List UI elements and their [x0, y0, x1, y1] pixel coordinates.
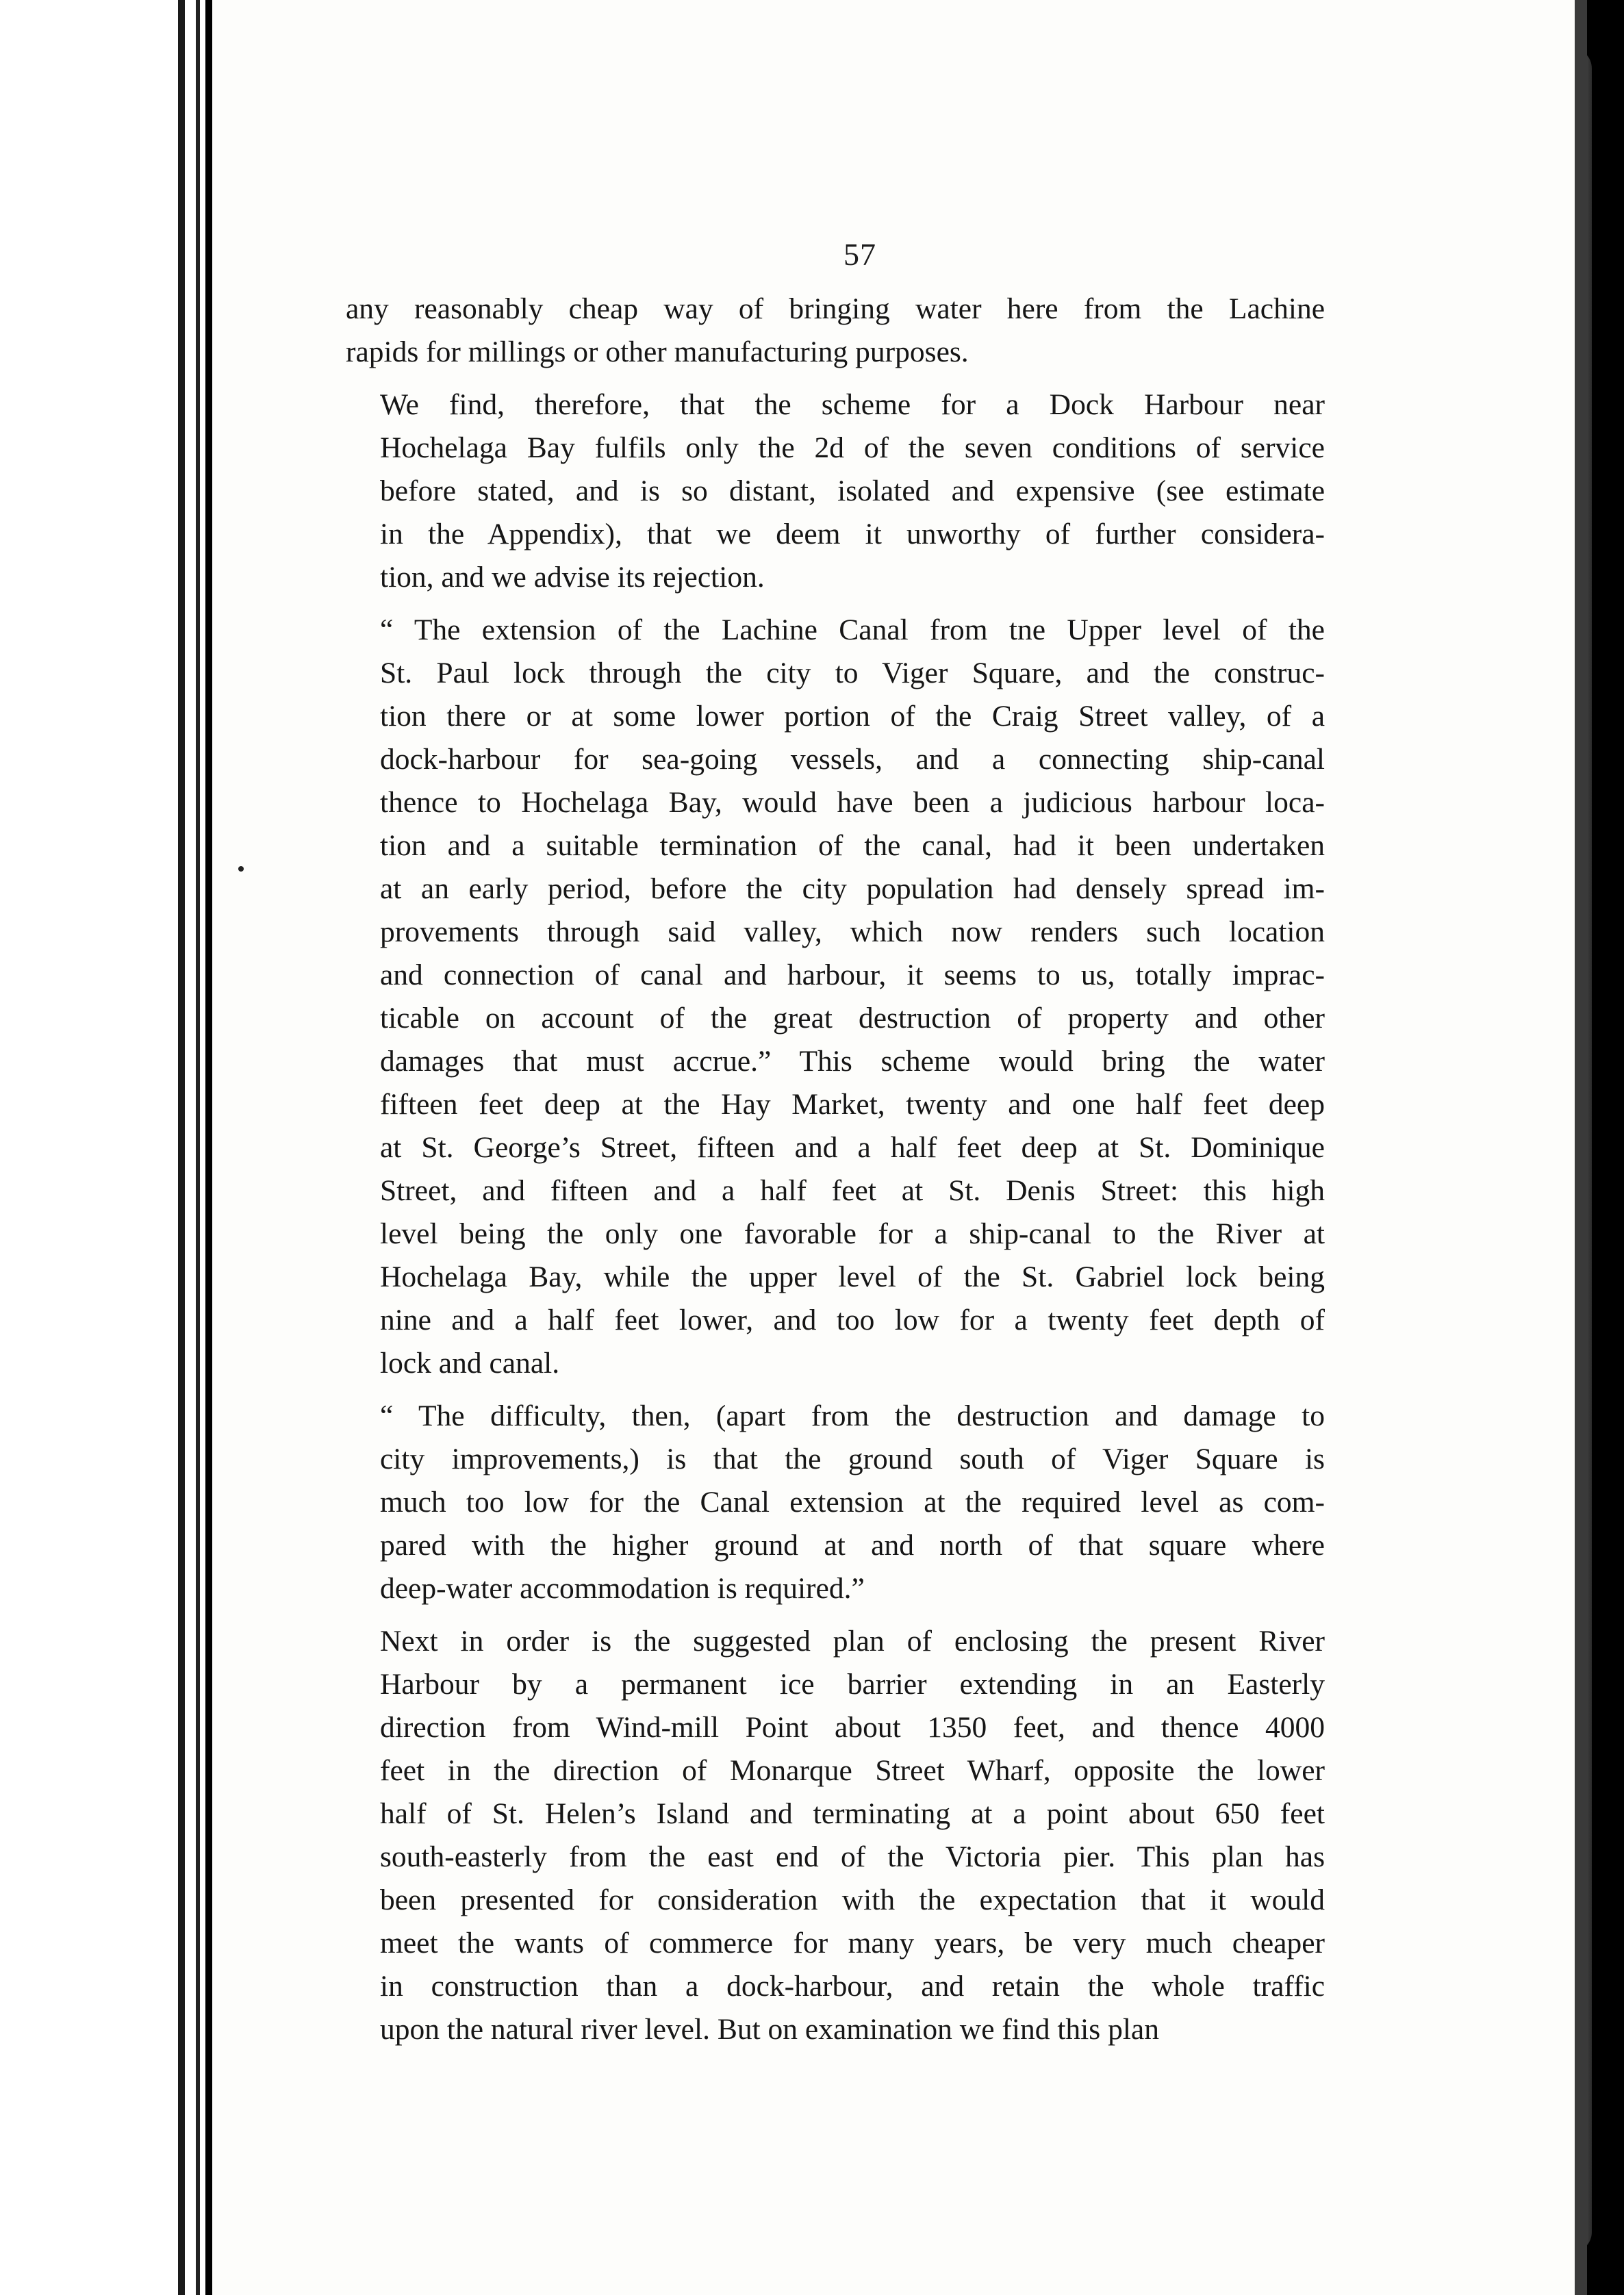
- text-line: provements through said valley, which now renders such location: [380, 915, 1325, 948]
- text-line: meet the wants of commerce for many years, be very much cheaper: [380, 1927, 1325, 1960]
- text-line: feet in the direction of Monarque Street Wharf, opposite the lower: [380, 1754, 1325, 1787]
- text-line: city improvements,) is that the ground south of Viger Square is: [380, 1443, 1325, 1475]
- text-line: much too low for the Canal extension at the required level as com-: [380, 1486, 1325, 1519]
- paragraph-p1: [346, 288, 1325, 374]
- paragraph-p3: [346, 609, 1325, 1385]
- margin-mark: [238, 866, 244, 872]
- text-line: before stated, and is so distant, isolated and expensive (see estimate: [380, 474, 1325, 507]
- text-line: Street, and fifteen and a half feet at St. Denis Street: this high: [380, 1174, 1325, 1207]
- paragraph-p4: [346, 1395, 1325, 1610]
- text-line: direction from Wind-mill Point about 1350 feet, and thence 4000: [380, 1711, 1325, 1744]
- text-line: St. Paul lock through the city to Viger Square, and the construc-: [380, 657, 1325, 689]
- gutter-line: [196, 0, 200, 2295]
- text-line: half of St. Helen’s Island and terminating at a point about 650 feet: [380, 1797, 1325, 1830]
- text-line: We find, therefore, that the scheme for a Dock Harbour near: [380, 388, 1325, 421]
- text-line: in the Appendix), that we deem it unworthy of further considera-: [380, 518, 1325, 550]
- text-line: deep-water accommodation is required.”: [380, 1572, 865, 1605]
- text-line: thence to Hochelaga Bay, would have been a judicious harbour loca-: [380, 786, 1325, 819]
- text-line: level being the only one favorable for a ship-canal to the River at: [380, 1217, 1325, 1250]
- text-line: damages that must accrue.” This scheme would bring the water: [380, 1045, 1325, 1078]
- text-line: tion and a suitable termination of the canal, had it been undertaken: [380, 829, 1325, 862]
- text-line: ticable on account of the great destruction of property and other: [380, 1002, 1325, 1035]
- text-line: Hochelaga Bay, while the upper level of the St. Gabriel lock being: [380, 1260, 1325, 1293]
- facing-page-edge: [0, 0, 185, 2295]
- paragraph-p5: [346, 1620, 1325, 2051]
- text-line: pared with the higher ground at and north of that square where: [380, 1529, 1325, 1562]
- paragraph-p2: [346, 383, 1325, 599]
- book-gutter: [185, 0, 205, 2295]
- text-line: at St. George’s Street, fifteen and a half feet deep at St. Dominique: [380, 1131, 1325, 1164]
- text-line: Hochelaga Bay fulfils only the 2d of the seven conditions of service: [380, 431, 1325, 464]
- text-line: lock and canal.: [380, 1347, 560, 1380]
- text-line: at an early period, before the city population had densely spread im-: [380, 872, 1325, 905]
- text-line: in construction than a dock-harbour, and retain the whole traffic: [380, 1970, 1325, 2003]
- text-line: upon the natural river level. But on examination we find this plan: [380, 2013, 1159, 2046]
- text-line: Harbour by a permanent ice barrier extending in an Easterly: [380, 1668, 1325, 1701]
- text-line: tion, and we advise its rejection.: [380, 561, 765, 594]
- text-line: and connection of canal and harbour, it seems to us, totally imprac-: [380, 959, 1325, 991]
- page-number: 57: [843, 237, 876, 272]
- text-line: dock-harbour for sea-going vessels, and a connecting ship-canal: [380, 743, 1325, 776]
- text-line: rapids for millings or other manufacturing purposes.: [346, 335, 969, 368]
- text-line: nine and a half feet lower, and too low for a twenty feet depth of: [380, 1304, 1325, 1336]
- body-text: [346, 288, 1325, 2061]
- text-line: fifteen feet deep at the Hay Market, twenty and one half feet deep: [380, 1088, 1325, 1121]
- text-line: any reasonably cheap way of bringing water here from the Lachine: [346, 292, 1325, 325]
- text-line: “ The difficulty, then, (apart from the destruction and damage to: [380, 1399, 1325, 1432]
- text-line: Next in order is the suggested plan of enclosing the present River: [380, 1625, 1325, 1658]
- text-line: tion there or at some lower portion of the Craig Street valley, of a: [380, 700, 1325, 733]
- text-line: “ The extension of the Lachine Canal from tne Upper level of the: [380, 613, 1325, 646]
- text-line: south-easterly from the east end of the Victoria pier. This plan has: [380, 1840, 1325, 1873]
- text-line: been presented for consideration with the expectation that it would: [380, 1884, 1325, 1916]
